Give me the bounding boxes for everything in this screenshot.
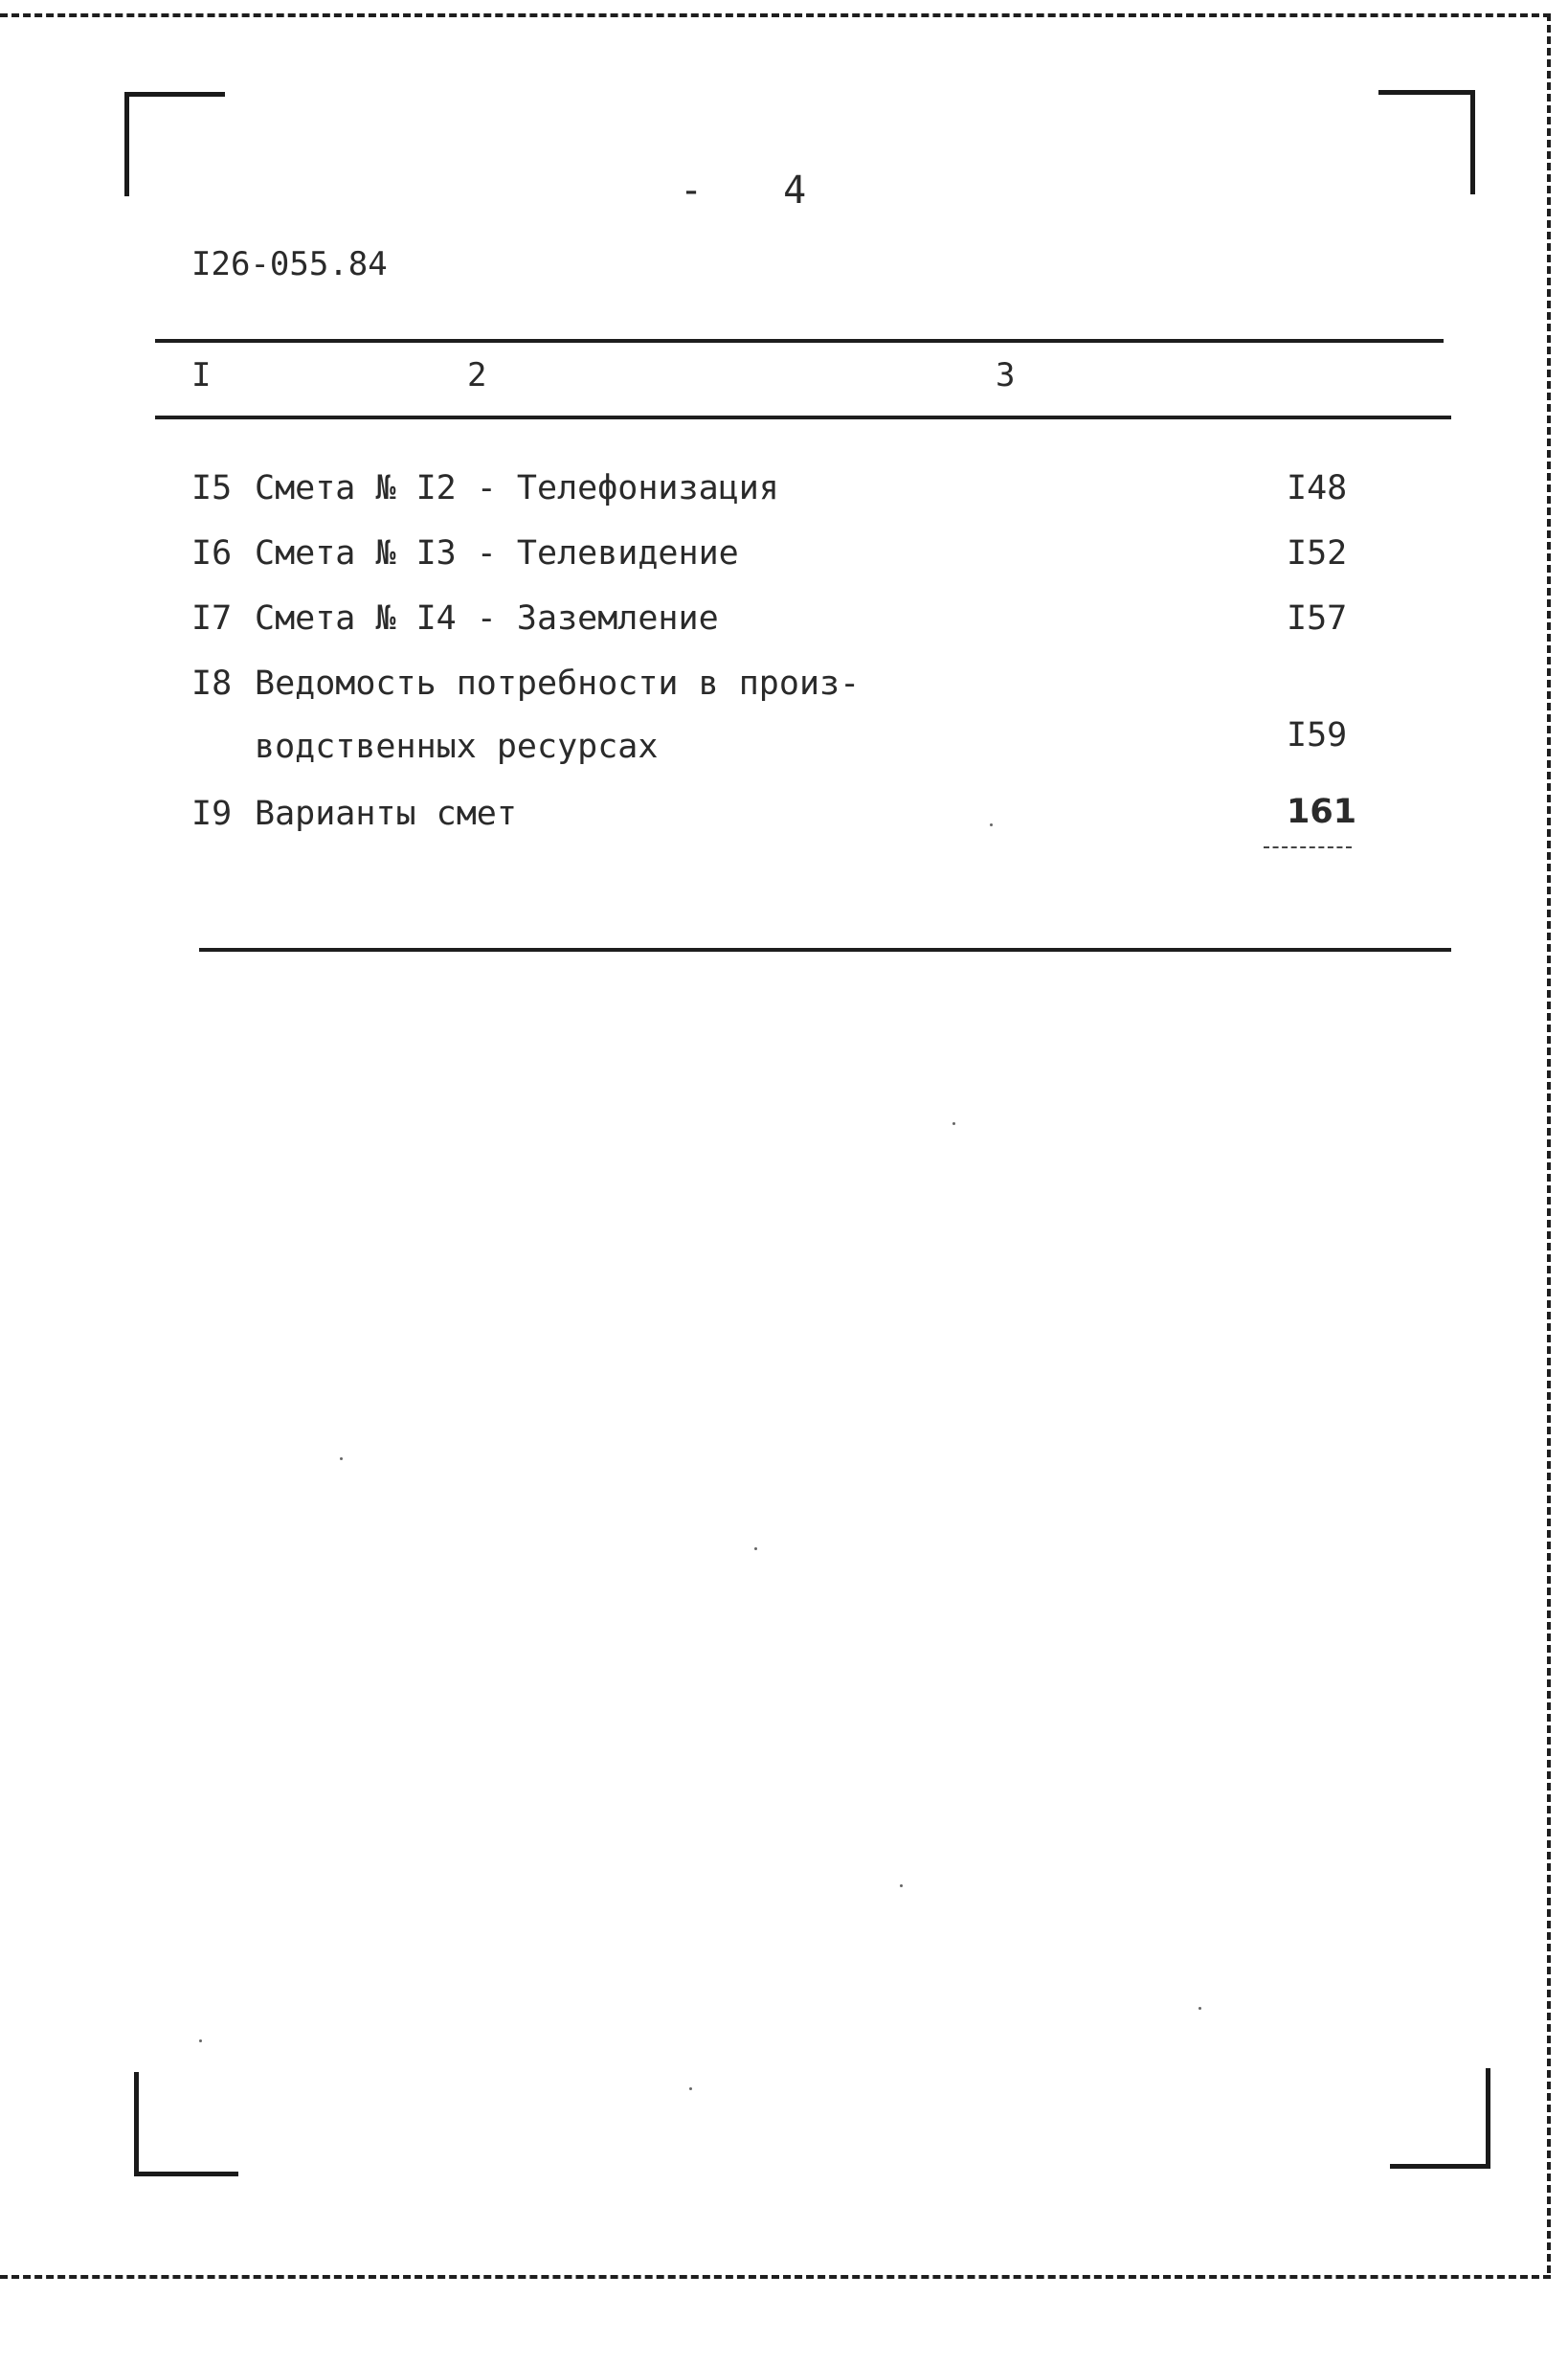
table-row (191, 664, 860, 703)
scan-speck (340, 1457, 343, 1460)
table-top-rule (155, 339, 1444, 343)
page-ref-underline (1264, 846, 1352, 848)
corner-mark-bottom-right (1390, 2068, 1490, 2169)
column-header-1: I (191, 356, 212, 394)
row-title: Смета № I3 - Телевидение (255, 534, 739, 573)
row-number: I6 (191, 534, 233, 573)
table-row (191, 599, 719, 638)
row-title-line-2: водственных ресурсах (255, 728, 659, 766)
table-header-rule (155, 416, 1451, 419)
scan-speck (689, 2087, 692, 2090)
row-title: Смета № I2 - Телефонизация (255, 469, 779, 507)
scan-speck (199, 2039, 202, 2042)
row-number: I9 (191, 795, 233, 833)
row-title: Смета № I4 - Заземление (255, 599, 719, 638)
corner-mark-top-right (1378, 90, 1475, 194)
scan-speck (990, 823, 993, 826)
row-number: I8 (191, 664, 233, 703)
dashed-border-bottom (0, 2275, 1551, 2279)
table-row (191, 795, 517, 833)
corner-mark-top-left (124, 92, 225, 196)
row-page: 161 (1287, 793, 1357, 831)
row-title: Варианты смет (255, 795, 517, 833)
corner-mark-bottom-left (134, 2072, 238, 2176)
row-page: I57 (1287, 599, 1348, 638)
table-row (191, 469, 779, 507)
row-page: I59 (1287, 716, 1348, 755)
table-row (191, 534, 739, 573)
dashed-border-right (1547, 13, 1551, 2273)
scan-speck (900, 1884, 903, 1887)
column-header-3: 3 (996, 356, 1016, 394)
document-code: I26-055.84 (191, 245, 388, 283)
row-number: I5 (191, 469, 233, 507)
table-bottom-rule (199, 948, 1451, 952)
scan-speck (952, 1122, 955, 1125)
row-number: I7 (191, 599, 233, 638)
scan-speck (1198, 2007, 1201, 2010)
row-page: I48 (1287, 469, 1348, 507)
page-number: - 4 (680, 169, 836, 213)
dashed-border-top (0, 13, 1551, 17)
row-title-line-1: Ведомость потребности в произ- (255, 664, 861, 703)
row-page: I52 (1287, 534, 1348, 573)
scan-speck (754, 1547, 757, 1550)
column-header-2: 2 (467, 356, 487, 394)
